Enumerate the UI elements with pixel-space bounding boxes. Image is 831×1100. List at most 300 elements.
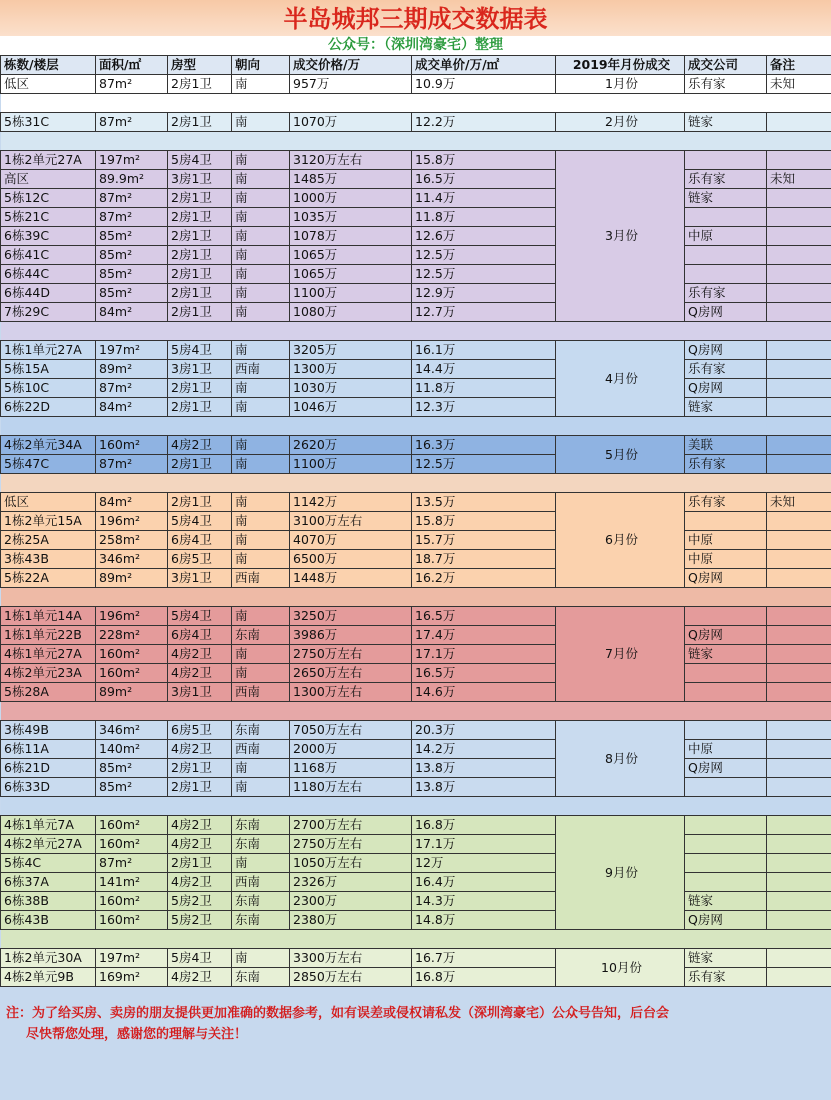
area-cell: 84m²: [96, 398, 168, 417]
price-cell: 3250万: [290, 607, 412, 626]
separator-cell: [1, 94, 831, 113]
table-row: [1, 607, 831, 626]
orientation-cell: 南: [232, 531, 290, 550]
price-cell: 6500万: [290, 550, 412, 569]
company-cell: [685, 151, 767, 170]
area-cell: 87m²: [96, 455, 168, 474]
remark-cell: [767, 607, 831, 626]
building-cell: 6栋37A: [1, 873, 96, 892]
unit-price-cell: 16.8万: [412, 816, 556, 835]
separator-cell: [1, 588, 831, 607]
remark-cell: [767, 341, 831, 360]
table-row: [1, 151, 831, 170]
company-cell: [685, 512, 767, 531]
layout-cell: 5房4卫: [168, 949, 232, 968]
unit-price-cell: 13.8万: [412, 759, 556, 778]
price-cell: 2620万: [290, 436, 412, 455]
column-header: 成交价格/万: [290, 56, 412, 75]
unit-price-cell: 16.5万: [412, 607, 556, 626]
column-header: 面积/㎡: [96, 56, 168, 75]
company-cell: [685, 208, 767, 227]
orientation-cell: 南: [232, 436, 290, 455]
orientation-cell: 南: [232, 664, 290, 683]
orientation-cell: 东南: [232, 816, 290, 835]
orientation-cell: 南: [232, 645, 290, 664]
price-cell: 1000万: [290, 189, 412, 208]
company-cell: Q房网: [685, 569, 767, 588]
price-cell: 1080万: [290, 303, 412, 322]
price-cell: 2750万左右: [290, 835, 412, 854]
area-cell: 87m²: [96, 379, 168, 398]
price-cell: 2850万左右: [290, 968, 412, 987]
note-line-2: 尽快帮您处理，感谢您的理解与关注！: [26, 1027, 248, 1042]
area-cell: 196m²: [96, 607, 168, 626]
company-cell: Q房网: [685, 759, 767, 778]
price-cell: 1065万: [290, 246, 412, 265]
company-cell: 链家: [685, 892, 767, 911]
area-cell: 85m²: [96, 778, 168, 797]
footer-note: [6, 1003, 826, 1045]
unit-price-cell: 18.7万: [412, 550, 556, 569]
remark-cell: [767, 740, 831, 759]
orientation-cell: 南: [232, 113, 290, 132]
area-cell: 87m²: [96, 854, 168, 873]
price-cell: 1300万: [290, 360, 412, 379]
company-cell: Q房网: [685, 911, 767, 930]
area-cell: 87m²: [96, 75, 168, 94]
price-cell: 1100万: [290, 455, 412, 474]
orientation-cell: 南: [232, 208, 290, 227]
group-separator: [1, 417, 831, 436]
column-header: 栋数/楼层: [1, 56, 96, 75]
column-header: 成交单价/万/㎡: [412, 56, 556, 75]
remark-cell: [767, 835, 831, 854]
layout-cell: 2房1卫: [168, 455, 232, 474]
layout-cell: 4房2卫: [168, 873, 232, 892]
unit-price-cell: 15.8万: [412, 512, 556, 531]
layout-cell: 4房2卫: [168, 740, 232, 759]
unit-price-cell: 10.9万: [412, 75, 556, 94]
layout-cell: 5房2卫: [168, 892, 232, 911]
price-cell: 2380万: [290, 911, 412, 930]
remark-cell: [767, 683, 831, 702]
building-cell: 6栋21D: [1, 759, 96, 778]
month-cell: 5月份: [556, 436, 685, 474]
orientation-cell: 东南: [232, 968, 290, 987]
remark-cell: [767, 721, 831, 740]
orientation-cell: 西南: [232, 360, 290, 379]
table-row: [1, 683, 831, 702]
layout-cell: 3房1卫: [168, 683, 232, 702]
month-cell: 2月份: [556, 113, 685, 132]
layout-cell: 3房1卫: [168, 170, 232, 189]
table-row: [1, 740, 831, 759]
orientation-cell: 南: [232, 227, 290, 246]
table-row: [1, 721, 831, 740]
note-line-1: 注：为了给买房、卖房的朋友提供更加准确的数据参考，如有误差或侵权请私发（深圳湾豪宅）公众号告知，后台会: [6, 1006, 670, 1021]
building-cell: 4栋1单元7A: [1, 816, 96, 835]
area-cell: 85m²: [96, 227, 168, 246]
table-row: [1, 265, 831, 284]
building-cell: 5栋31C: [1, 113, 96, 132]
building-cell: 1栋2单元15A: [1, 512, 96, 531]
table-row: [1, 455, 831, 474]
price-cell: 3300万左右: [290, 949, 412, 968]
orientation-cell: 东南: [232, 721, 290, 740]
area-cell: 85m²: [96, 759, 168, 778]
separator-cell: [1, 797, 831, 816]
table-row: [1, 170, 831, 189]
orientation-cell: 南: [232, 170, 290, 189]
orientation-cell: 东南: [232, 911, 290, 930]
remark-cell: [767, 664, 831, 683]
company-cell: [685, 873, 767, 892]
company-cell: [685, 246, 767, 265]
area-cell: 196m²: [96, 512, 168, 531]
table-row: [1, 778, 831, 797]
area-cell: 85m²: [96, 246, 168, 265]
unit-price-cell: 12.5万: [412, 265, 556, 284]
price-cell: 1065万: [290, 265, 412, 284]
building-cell: 5栋15A: [1, 360, 96, 379]
remark-cell: [767, 892, 831, 911]
building-cell: 2栋25A: [1, 531, 96, 550]
company-cell: 中原: [685, 550, 767, 569]
table-row: [1, 246, 831, 265]
unit-price-cell: 16.5万: [412, 664, 556, 683]
price-cell: 1030万: [290, 379, 412, 398]
company-cell: 乐有家: [685, 455, 767, 474]
layout-cell: 2房1卫: [168, 493, 232, 512]
layout-cell: 2房1卫: [168, 303, 232, 322]
price-cell: 1485万: [290, 170, 412, 189]
layout-cell: 4房2卫: [168, 645, 232, 664]
table-row: [1, 550, 831, 569]
layout-cell: 5房4卫: [168, 607, 232, 626]
company-cell: 链家: [685, 189, 767, 208]
area-cell: 89m²: [96, 683, 168, 702]
building-cell: 1栋2单元30A: [1, 949, 96, 968]
building-cell: 6栋39C: [1, 227, 96, 246]
table-row: [1, 189, 831, 208]
remark-cell: [767, 227, 831, 246]
table-row: [1, 512, 831, 531]
table-row: [1, 949, 831, 968]
layout-cell: 6房4卫: [168, 626, 232, 645]
remark-cell: [767, 246, 831, 265]
building-cell: 6栋43B: [1, 911, 96, 930]
unit-price-cell: 20.3万: [412, 721, 556, 740]
month-cell: 6月份: [556, 493, 685, 588]
layout-cell: 5房4卫: [168, 512, 232, 531]
company-cell: [685, 265, 767, 284]
building-cell: 3栋43B: [1, 550, 96, 569]
layout-cell: 4房2卫: [168, 816, 232, 835]
building-cell: 低区: [1, 493, 96, 512]
price-cell: 2700万左右: [290, 816, 412, 835]
layout-cell: 2房1卫: [168, 208, 232, 227]
company-cell: 乐有家: [685, 968, 767, 987]
price-cell: 957万: [290, 75, 412, 94]
building-cell: 1栋1单元22B: [1, 626, 96, 645]
price-cell: 4070万: [290, 531, 412, 550]
orientation-cell: 南: [232, 303, 290, 322]
table-row: [1, 664, 831, 683]
remark-cell: [767, 569, 831, 588]
orientation-cell: 东南: [232, 626, 290, 645]
remark-cell: [767, 873, 831, 892]
company-cell: 链家: [685, 949, 767, 968]
layout-cell: 2房1卫: [168, 854, 232, 873]
building-cell: 6栋22D: [1, 398, 96, 417]
separator-cell: [1, 322, 831, 341]
remark-cell: [767, 379, 831, 398]
table-row: [1, 531, 831, 550]
layout-cell: 4房2卫: [168, 968, 232, 987]
layout-cell: 2房1卫: [168, 246, 232, 265]
layout-cell: 2房1卫: [168, 75, 232, 94]
area-cell: 160m²: [96, 892, 168, 911]
price-cell: 1035万: [290, 208, 412, 227]
layout-cell: 5房4卫: [168, 341, 232, 360]
unit-price-cell: 12.6万: [412, 227, 556, 246]
table-row: [1, 968, 831, 987]
area-cell: 140m²: [96, 740, 168, 759]
remark-cell: [767, 550, 831, 569]
separator-cell: [1, 132, 831, 151]
group-separator: [1, 588, 831, 607]
group-separator: [1, 474, 831, 493]
company-cell: 乐有家: [685, 360, 767, 379]
unit-price-cell: 14.2万: [412, 740, 556, 759]
area-cell: 87m²: [96, 113, 168, 132]
orientation-cell: 西南: [232, 569, 290, 588]
company-cell: 乐有家: [685, 170, 767, 189]
orientation-cell: 南: [232, 246, 290, 265]
subtitle: 公众号：（深圳湾豪宅）整理: [0, 36, 831, 55]
table-row: [1, 379, 831, 398]
layout-cell: 4房2卫: [168, 664, 232, 683]
layout-cell: 2房1卫: [168, 227, 232, 246]
group-separator: [1, 702, 831, 721]
area-cell: 89.9m²: [96, 170, 168, 189]
price-cell: 1070万: [290, 113, 412, 132]
price-cell: 2750万左右: [290, 645, 412, 664]
column-header: 朝向: [232, 56, 290, 75]
month-cell: 10月份: [556, 949, 685, 987]
building-cell: 4栋2单元34A: [1, 436, 96, 455]
group-separator: [1, 930, 831, 949]
area-cell: 89m²: [96, 569, 168, 588]
layout-cell: 3房1卫: [168, 569, 232, 588]
orientation-cell: 南: [232, 398, 290, 417]
price-cell: 1100万: [290, 284, 412, 303]
orientation-cell: 南: [232, 75, 290, 94]
remark-cell: 未知: [767, 493, 831, 512]
transactions-table: [0, 55, 831, 987]
company-cell: 链家: [685, 645, 767, 664]
table-row: [1, 873, 831, 892]
unit-price-cell: 14.4万: [412, 360, 556, 379]
unit-price-cell: 14.3万: [412, 892, 556, 911]
table-row: [1, 75, 831, 94]
unit-price-cell: 16.5万: [412, 170, 556, 189]
unit-price-cell: 16.3万: [412, 436, 556, 455]
table-row: [1, 303, 831, 322]
remark-cell: [767, 911, 831, 930]
company-cell: Q房网: [685, 626, 767, 645]
unit-price-cell: 16.8万: [412, 968, 556, 987]
layout-cell: 2房1卫: [168, 113, 232, 132]
building-cell: 5栋12C: [1, 189, 96, 208]
company-cell: Q房网: [685, 303, 767, 322]
area-cell: 84m²: [96, 303, 168, 322]
column-header: 备注: [767, 56, 831, 75]
table-row: [1, 892, 831, 911]
company-cell: 乐有家: [685, 284, 767, 303]
layout-cell: 4房2卫: [168, 835, 232, 854]
month-cell: 1月份: [556, 75, 685, 94]
unit-price-cell: 17.1万: [412, 645, 556, 664]
company-cell: [685, 778, 767, 797]
area-cell: 87m²: [96, 208, 168, 227]
layout-cell: 2房1卫: [168, 398, 232, 417]
company-cell: 中原: [685, 740, 767, 759]
layout-cell: 3房1卫: [168, 360, 232, 379]
table-row: [1, 816, 831, 835]
remark-cell: [767, 949, 831, 968]
remark-cell: [767, 854, 831, 873]
price-cell: 2650万左右: [290, 664, 412, 683]
table-row: [1, 360, 831, 379]
table-row: [1, 493, 831, 512]
remark-cell: [767, 455, 831, 474]
area-cell: 160m²: [96, 645, 168, 664]
price-cell: 1050万左右: [290, 854, 412, 873]
company-cell: 美联: [685, 436, 767, 455]
unit-price-cell: 13.8万: [412, 778, 556, 797]
table-row: [1, 645, 831, 664]
unit-price-cell: 15.8万: [412, 151, 556, 170]
orientation-cell: 南: [232, 151, 290, 170]
page-title: 半岛城邦三期成交数据表: [0, 0, 831, 36]
orientation-cell: 南: [232, 341, 290, 360]
company-cell: 乐有家: [685, 75, 767, 94]
layout-cell: 2房1卫: [168, 265, 232, 284]
area-cell: 197m²: [96, 341, 168, 360]
layout-cell: 2房1卫: [168, 379, 232, 398]
price-cell: 2326万: [290, 873, 412, 892]
building-cell: 6栋44C: [1, 265, 96, 284]
table-row: [1, 341, 831, 360]
remark-cell: [767, 778, 831, 797]
company-cell: Q房网: [685, 379, 767, 398]
remark-cell: [767, 436, 831, 455]
price-cell: 1046万: [290, 398, 412, 417]
area-cell: 197m²: [96, 949, 168, 968]
separator-cell: [1, 702, 831, 721]
month-cell: 4月份: [556, 341, 685, 417]
price-cell: 7050万左右: [290, 721, 412, 740]
company-cell: [685, 835, 767, 854]
area-cell: 346m²: [96, 550, 168, 569]
remark-cell: [767, 645, 831, 664]
orientation-cell: 西南: [232, 683, 290, 702]
remark-cell: 未知: [767, 170, 831, 189]
area-cell: 141m²: [96, 873, 168, 892]
table-row: [1, 911, 831, 930]
price-cell: 1180万左右: [290, 778, 412, 797]
price-cell: 3100万左右: [290, 512, 412, 531]
building-cell: 5栋28A: [1, 683, 96, 702]
company-cell: 中原: [685, 531, 767, 550]
area-cell: 84m²: [96, 493, 168, 512]
area-cell: 85m²: [96, 265, 168, 284]
unit-price-cell: 11.4万: [412, 189, 556, 208]
area-cell: 85m²: [96, 284, 168, 303]
layout-cell: 6房5卫: [168, 721, 232, 740]
layout-cell: 2房1卫: [168, 759, 232, 778]
group-separator: [1, 94, 831, 113]
remark-cell: 未知: [767, 75, 831, 94]
table-row: [1, 113, 831, 132]
table-row: [1, 569, 831, 588]
column-header: 成交公司: [685, 56, 767, 75]
header-row: [1, 56, 831, 75]
building-cell: 高区: [1, 170, 96, 189]
area-cell: 160m²: [96, 664, 168, 683]
unit-price-cell: 14.6万: [412, 683, 556, 702]
unit-price-cell: 16.7万: [412, 949, 556, 968]
area-cell: 160m²: [96, 911, 168, 930]
building-cell: 4栋2单元27A: [1, 835, 96, 854]
orientation-cell: 东南: [232, 835, 290, 854]
unit-price-cell: 16.1万: [412, 341, 556, 360]
unit-price-cell: 11.8万: [412, 208, 556, 227]
company-cell: [685, 816, 767, 835]
company-cell: 链家: [685, 113, 767, 132]
building-cell: 1栋1单元27A: [1, 341, 96, 360]
table-row: [1, 759, 831, 778]
separator-cell: [1, 930, 831, 949]
remark-cell: [767, 265, 831, 284]
building-cell: 6栋33D: [1, 778, 96, 797]
area-cell: 228m²: [96, 626, 168, 645]
building-cell: 4栋1单元27A: [1, 645, 96, 664]
unit-price-cell: 12.3万: [412, 398, 556, 417]
company-cell: [685, 854, 767, 873]
unit-price-cell: 14.8万: [412, 911, 556, 930]
orientation-cell: 南: [232, 379, 290, 398]
remark-cell: [767, 626, 831, 645]
building-cell: 4栋2单元23A: [1, 664, 96, 683]
remark-cell: [767, 360, 831, 379]
price-cell: 3205万: [290, 341, 412, 360]
remark-cell: [767, 303, 831, 322]
unit-price-cell: 11.8万: [412, 379, 556, 398]
building-cell: 5栋22A: [1, 569, 96, 588]
orientation-cell: 南: [232, 854, 290, 873]
table-row: [1, 626, 831, 645]
remark-cell: [767, 512, 831, 531]
price-cell: 3120万左右: [290, 151, 412, 170]
orientation-cell: 南: [232, 189, 290, 208]
area-cell: 87m²: [96, 189, 168, 208]
price-cell: 2300万: [290, 892, 412, 911]
company-cell: 乐有家: [685, 493, 767, 512]
orientation-cell: 南: [232, 493, 290, 512]
layout-cell: 2房1卫: [168, 778, 232, 797]
